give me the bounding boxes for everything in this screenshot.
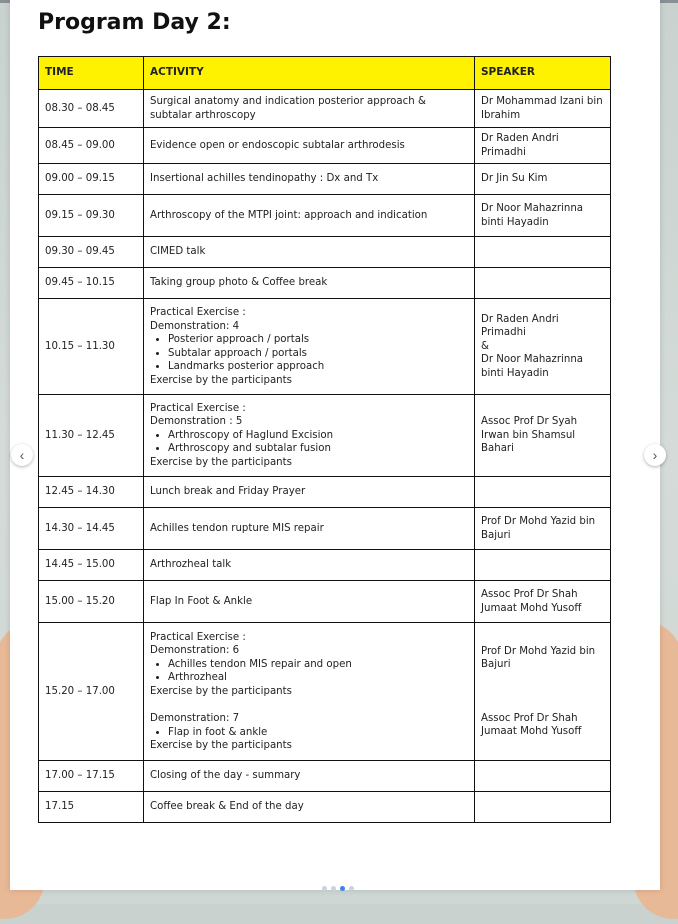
list-item: • Arthroscopy and subtalar fusion (168, 442, 468, 456)
row-speaker (475, 477, 611, 508)
carousel-dot[interactable] (349, 886, 354, 891)
list-item: • Subtalar approach / portals (168, 347, 468, 361)
table-row (39, 237, 611, 268)
row-time: 09.30 – 09.45 (39, 237, 144, 268)
table-row (39, 128, 611, 164)
row-speaker: Dr Raden Andri Primadhi (475, 128, 611, 164)
table-header-row (39, 57, 611, 90)
row-time: 12.45 – 14.30 (39, 477, 144, 508)
list-item: • Landmarks posterior approach (168, 360, 468, 374)
activity-footer: Exercise by the participants (150, 685, 292, 697)
row-time: 08.30 – 08.45 (39, 90, 144, 128)
table-row (39, 623, 611, 761)
carousel-prev-button[interactable] (11, 444, 33, 466)
row-activity (144, 623, 475, 761)
activity-demo: Demonstration : 5 (150, 416, 243, 428)
row-activity (144, 299, 475, 395)
row-time: 09.15 – 09.30 (39, 195, 144, 237)
page-title: Program Day 2: (38, 10, 231, 35)
table-row (39, 268, 611, 299)
activity-footer: Exercise by the participants (150, 740, 292, 751)
row-speaker (475, 792, 611, 823)
row-activity: Insertional achilles tendinopathy : Dx and Tx (144, 164, 475, 195)
row-activity: Evidence open or endoscopic subtalar arthrodesis (144, 128, 475, 164)
schedule-table (38, 56, 611, 823)
row-time: 10.15 – 11.30 (39, 299, 144, 395)
activity-list (150, 429, 468, 456)
row-speaker (475, 237, 611, 268)
carousel-dot[interactable] (322, 886, 327, 891)
speaker-amp: & (481, 340, 489, 352)
activity-list (150, 333, 468, 374)
row-time: 17.15 (39, 792, 144, 823)
row-speaker (475, 299, 611, 395)
row-activity: Flap In Foot & Ankle (144, 581, 475, 623)
table-row (39, 164, 611, 195)
activity-demo: Demonstration: 6 (150, 645, 240, 656)
row-time: 17.00 – 17.15 (39, 761, 144, 792)
carousel-dot-active[interactable] (340, 886, 345, 891)
table-row (39, 299, 611, 395)
speaker-name: Dr Raden Andri Primadhi (481, 313, 559, 339)
table-row (39, 761, 611, 792)
list-item: • Arthroscopy of Haglund Excision (168, 429, 468, 443)
row-time: 15.20 – 17.00 (39, 623, 144, 761)
activity-footer: Exercise by the participants (150, 374, 292, 386)
row-activity: Arthroscopy of the MTPI joint: approach and indication (144, 195, 475, 237)
chevron-left-icon: ‹ (19, 447, 25, 463)
table-row (39, 195, 611, 237)
table-row (39, 581, 611, 623)
activity-demo: Demonstration: 7 (150, 713, 240, 724)
row-speaker (475, 268, 611, 299)
carousel-dot[interactable] (331, 886, 336, 891)
chevron-right-icon: › (652, 447, 658, 463)
row-time: 15.00 – 15.20 (39, 581, 144, 623)
row-activity: CIMED talk (144, 237, 475, 268)
table-row (39, 90, 611, 128)
list-item: • Posterior approach / portals (168, 333, 468, 347)
speaker-name: Assoc Prof Dr Shah Jumaat Mohd Yusoff (481, 712, 582, 737)
row-activity: Achilles tendon rupture MIS repair (144, 508, 475, 550)
row-speaker (475, 761, 611, 792)
activity-demo: Demonstration: 4 (150, 320, 240, 332)
list-item: • Achilles tendon MIS repair and open (168, 658, 468, 672)
row-time: 11.30 – 12.45 (39, 395, 144, 477)
row-time: 14.30 – 14.45 (39, 508, 144, 550)
row-activity: Taking group photo & Coffee break (144, 268, 475, 299)
carousel-next-button[interactable] (644, 444, 666, 466)
activity-footer: Exercise by the participants (150, 456, 292, 468)
header-speaker: SPEAKER (475, 57, 611, 90)
row-activity (144, 395, 475, 477)
header-time: TIME (39, 57, 144, 90)
row-activity: Lunch break and Friday Prayer (144, 477, 475, 508)
row-speaker (475, 623, 611, 761)
carousel-dots (322, 886, 354, 891)
row-speaker (475, 550, 611, 581)
table-row (39, 477, 611, 508)
table-row (39, 508, 611, 550)
row-time: 08.45 – 09.00 (39, 128, 144, 164)
row-speaker: Prof Dr Mohd Yazid bin Bajuri (475, 508, 611, 550)
row-time: 09.00 – 09.15 (39, 164, 144, 195)
row-speaker: Assoc Prof Dr Syah Irwan bin Shamsul Bahari (475, 395, 611, 477)
list-item: • Flap in foot & ankle (168, 726, 468, 740)
table-row (39, 395, 611, 477)
activity-list (150, 658, 468, 685)
row-activity: Surgical anatomy and indication posterior approach & subtalar arthroscopy (144, 90, 475, 128)
list-item: • Arthrozheal (168, 671, 468, 685)
spacer (150, 698, 468, 712)
row-speaker: Assoc Prof Dr Shah Jumaat Mohd Yusoff (475, 581, 611, 623)
speaker-name: Dr Noor Mahazrinna binti Hayadin (481, 354, 584, 379)
row-speaker: Dr Mohammad Izani bin Ibrahim (475, 90, 611, 128)
row-time: 14.45 – 15.00 (39, 550, 144, 581)
row-time: 09.45 – 10.15 (39, 268, 144, 299)
row-activity: Coffee break & End of the day (144, 792, 475, 823)
activity-title: Practical Exercise : (150, 307, 246, 318)
table-row (39, 792, 611, 823)
activity-title: Practical Exercise : (150, 631, 246, 643)
row-speaker: Dr Jin Su Kim (475, 164, 611, 195)
row-activity: Closing of the day - summary (144, 761, 475, 792)
row-speaker: Dr Noor Mahazrinna binti Hayadin (475, 195, 611, 237)
speaker-name: Prof Dr Mohd Yazid bin Bajuri (481, 645, 596, 670)
spacer (481, 672, 604, 712)
header-activity: ACTIVITY (144, 57, 475, 90)
activity-list (150, 726, 468, 740)
table-row (39, 550, 611, 581)
row-activity: Arthrozheal talk (144, 550, 475, 581)
activity-title: Practical Exercise : (150, 402, 246, 414)
